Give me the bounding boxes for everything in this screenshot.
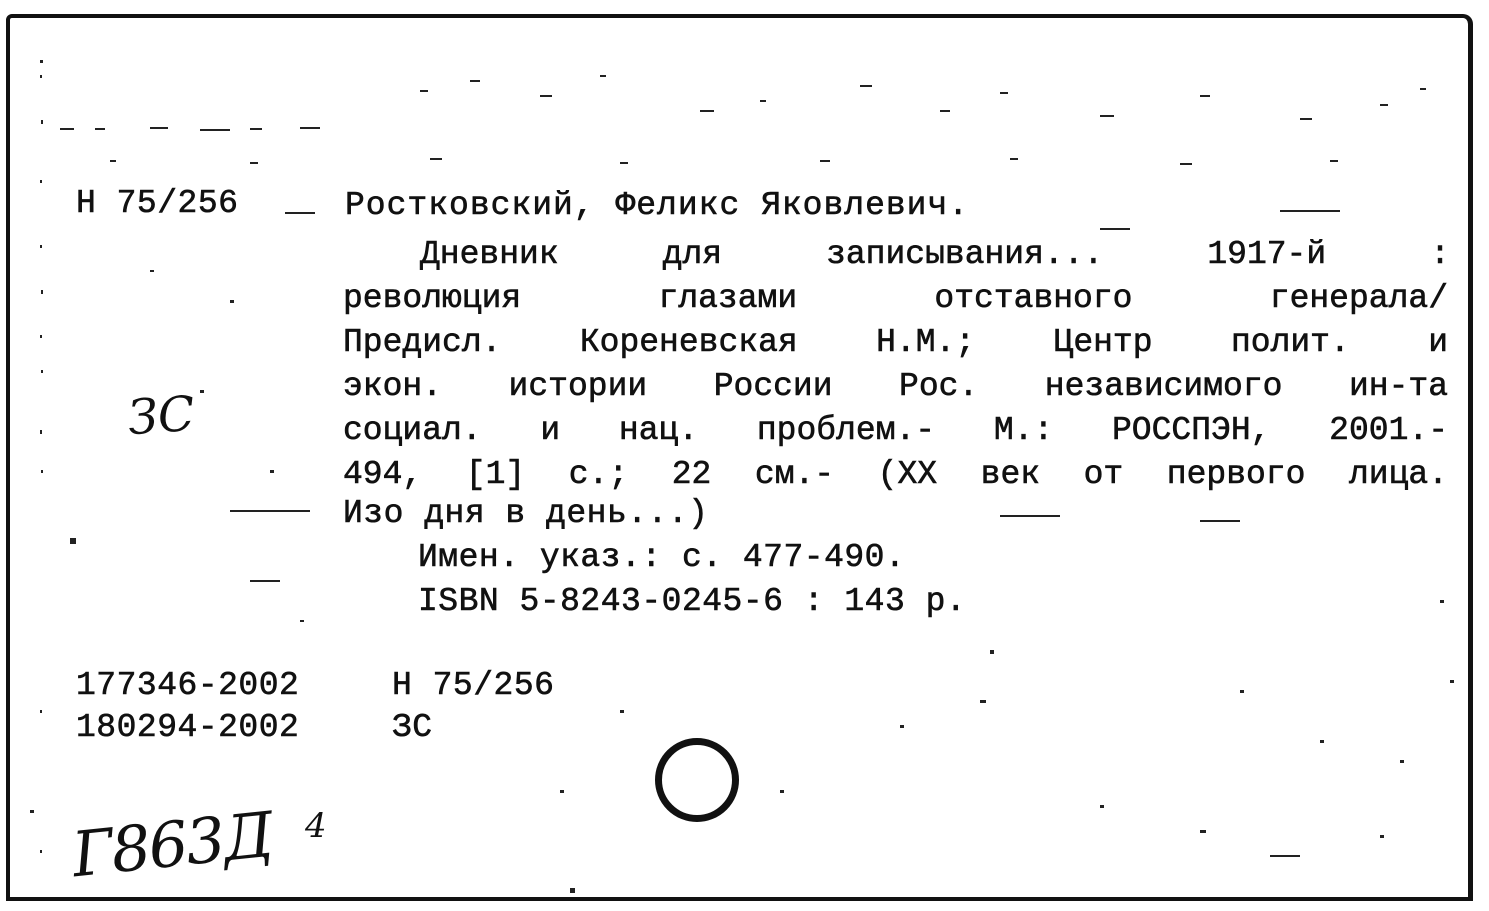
author-heading: Ростковский, Феликс Яковлевич. bbox=[345, 187, 970, 224]
index-note: Имен. указ.: с. 477-490. bbox=[418, 539, 906, 576]
title-line-5: социал. и нац. проблем.- М.: РОССПЭН, 2001.- bbox=[343, 412, 1448, 449]
handwritten-superscript: 4 bbox=[305, 806, 327, 846]
circle-stamp bbox=[655, 738, 739, 822]
title-line-6: 494, [1] с.; 22 см.- (XX век от первого лица. bbox=[343, 456, 1448, 493]
inventory-number-1: 177346-2002 bbox=[76, 667, 300, 704]
isbn-line: ISBN 5-8243-0245-6 : 143 р. bbox=[418, 583, 967, 620]
inventory-number-2: 180294-2002 bbox=[76, 709, 300, 746]
title-line-2: революция глазами отставного генерала/ bbox=[343, 280, 1448, 317]
title-line-1: Дневник для записывания... 1917-й : bbox=[420, 236, 1450, 273]
inventory-location-2: ЗС bbox=[392, 709, 433, 746]
handwritten-code: Г863Д bbox=[68, 797, 276, 892]
inventory-location-1: Н 75/256 bbox=[392, 667, 555, 704]
title-line-4: экон. истории России Рос. независимого ин-та bbox=[343, 368, 1448, 405]
call-number: Н 75/256 bbox=[76, 185, 239, 222]
handwritten-shelf-mark: ЗС bbox=[126, 385, 197, 447]
title-line-7: Изо дня в день...) bbox=[343, 495, 709, 532]
title-line-3: Предисл. Кореневская Н.М.; Центр полит. и bbox=[343, 324, 1448, 361]
